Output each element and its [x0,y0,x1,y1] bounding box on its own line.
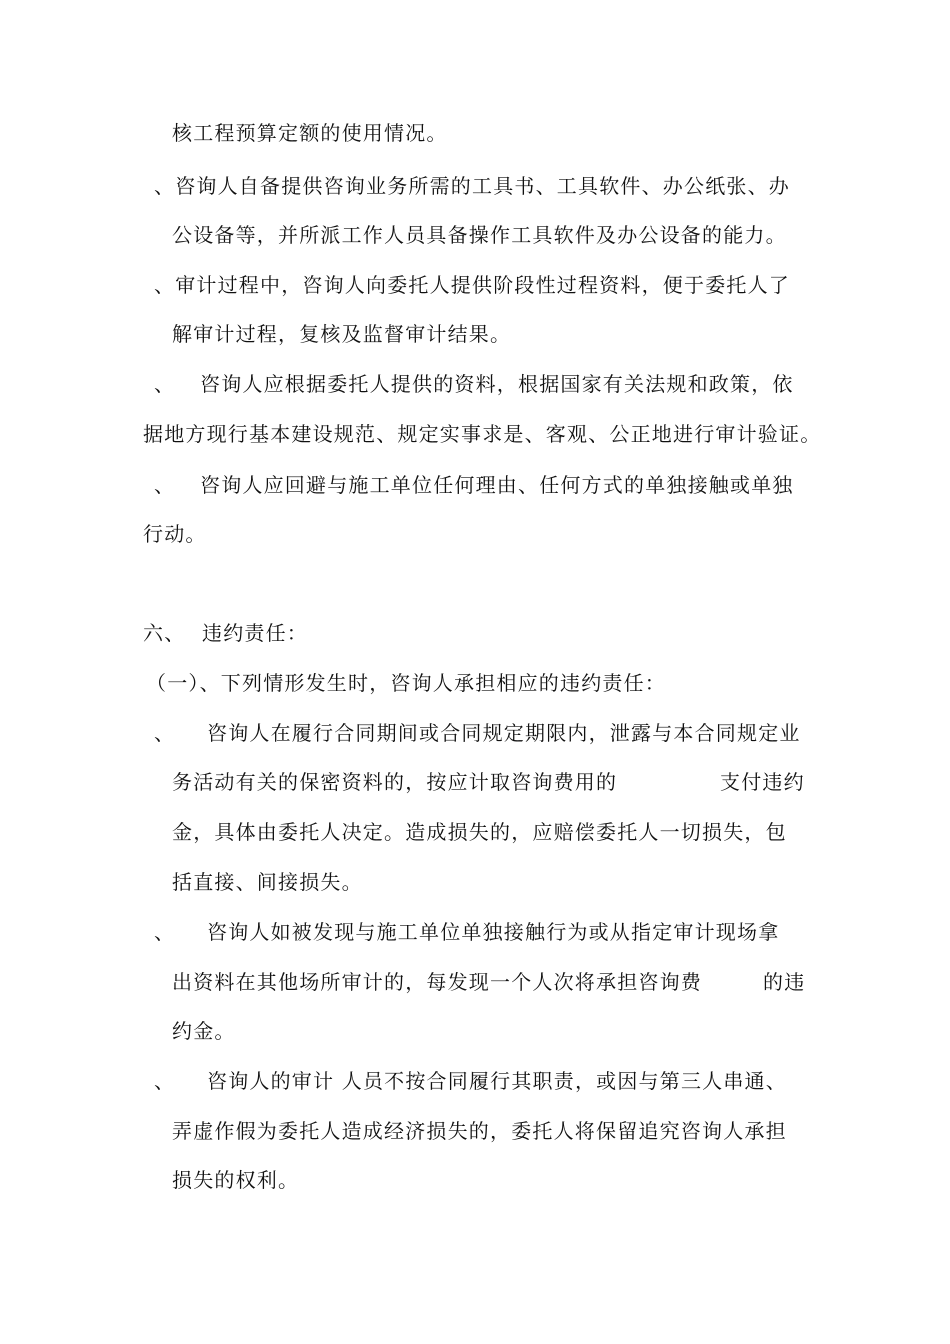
text-line-19: 损失的权利。 [172,1168,300,1192]
subsection-heading: （一）、下列情形发生时，咨询人承担相应的违约责任： [146,671,666,695]
text-line-14: 咨询人如被发现与施工单位单独接触行为或从指定审计现场拿 [207,920,780,944]
list-marker-2: 、 [154,473,176,497]
text-line-8: 咨询人应回避与施工单位任何理由、任何方式的单独接触或单独 [200,473,794,497]
text-line-2: 、咨询人自备提供咨询业务所需的工具书、工具软件、办公纸张、办 [154,174,790,198]
text-line-18: 弄虚作假为委托人造成经济损失的，委托人将保留追究咨询人承担 [172,1119,787,1143]
text-line-10: 咨询人在履行合同期间或合同规定期限内，泄露与本合同规定业 [207,721,801,745]
section-title: 违约责任： [202,621,308,645]
text-line-13: 括直接、间接损失。 [172,870,363,894]
list-marker-3: 、 [154,721,176,745]
text-line-17: 咨询人的审计 人员不按合同履行其职责，或因与第三人串通、 [207,1069,787,1093]
text-line-6: 咨询人应根据委托人提供的资料，根据国家有关法规和政策，依 [200,372,794,396]
text-line-3: 公设备等，并所派工作人员具备操作工具软件及办公设备的能力。 [172,223,787,247]
list-marker-5: 、 [154,1069,176,1093]
text-line-7: 据地方现行基本建设规范、规定实事求是、客观、公正地进行审计验证。 [143,422,822,446]
text-line-5: 解审计过程，复核及监督审计结果。 [172,322,512,346]
text-line-15: 出资料在其他场所审计的，每发现一个人次将承担咨询费 [172,970,702,994]
text-line-11: 务活动有关的保密资料的，按应计取咨询费用的 [172,770,618,794]
section-number: 六、 [143,621,186,645]
text-line-1: 核工程预算定额的使用情况。 [172,121,448,145]
list-marker-1: 、 [154,372,176,396]
text-line-12: 金，具体由委托人决定。造成损失的，应赔偿委托人一切损失，包 [172,820,787,844]
text-line-15-tail: 的违 [763,970,806,994]
text-line-9: 行动。 [143,522,207,546]
text-line-11-tail: 支付违约 [720,770,805,794]
list-marker-4: 、 [154,920,176,944]
text-line-16: 约金。 [172,1019,236,1043]
text-line-4: 、审计过程中，咨询人向委托人提供阶段性过程资料，便于委托人了 [154,273,790,297]
